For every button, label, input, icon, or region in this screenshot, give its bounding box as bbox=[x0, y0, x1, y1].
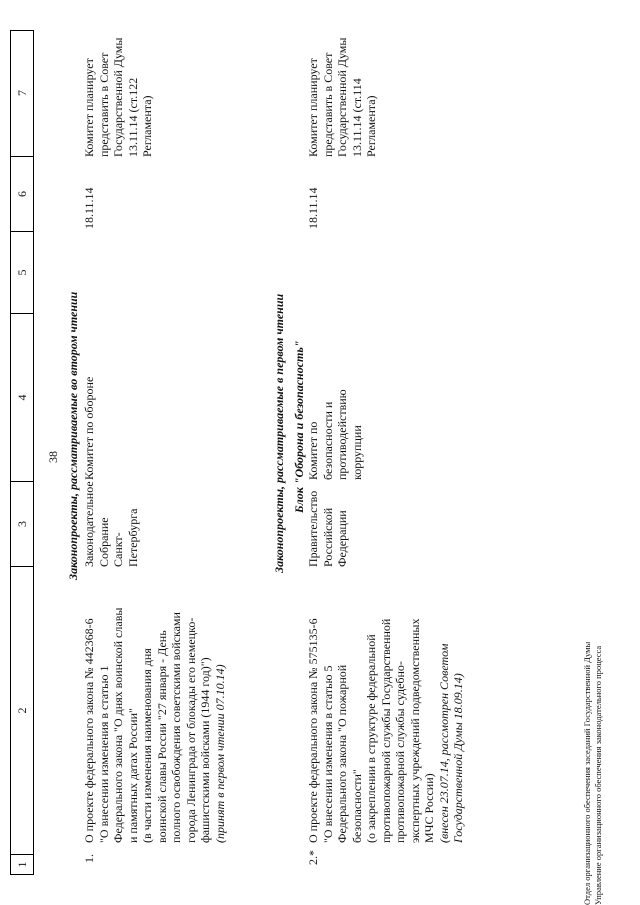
bill-status-note: (принят в первом чтении 07.10.14) bbox=[212, 664, 227, 843]
column-header-3: 3 bbox=[11, 482, 33, 567]
bill-title-line: (в части изменения наименования дня bbox=[140, 648, 154, 843]
block-heading: Блок "Оборона и безопасность" bbox=[292, 340, 306, 513]
column-header-7: 7 bbox=[11, 30, 33, 157]
bill-title-line: "О внесении изменения в статью 1 bbox=[96, 665, 111, 843]
column-header-1: 1 bbox=[11, 855, 33, 875]
column-header-2: 2 bbox=[11, 567, 33, 855]
remark: Комитет планирует представить в Совет Государственной Думы 13.11.14 (ст.122 Регламента) bbox=[82, 37, 154, 157]
consideration-date: 18.11.14 bbox=[306, 187, 320, 229]
bill-title-line: города Ленинграда от блокады его немецко- bbox=[183, 617, 198, 843]
bill-title-line: фашистскими войсками (1944 год)") bbox=[198, 657, 212, 843]
bill-title-line: О проекте федерального закона № 442368-6 bbox=[82, 618, 96, 843]
column-header-4: 4 bbox=[11, 314, 33, 482]
responsible-committee: Комитет по безопасности и противодействию коррупции bbox=[306, 389, 364, 480]
bill-title-line: "О внесении изменения в статью 5 bbox=[320, 665, 335, 843]
bill-title-line: (о закреплении в структуре федеральной bbox=[364, 634, 378, 843]
column-header-5: 5 bbox=[11, 232, 33, 314]
bill-title-line: Федерального закона "О днях воинской славы bbox=[111, 607, 125, 843]
column-header-6: 6 bbox=[11, 157, 33, 232]
bill-status-note: (внесен 23.07.14, рассмотрен Советом Государственной Думы 18.09.14) bbox=[436, 643, 465, 843]
column-header-row bbox=[10, 30, 34, 875]
bill-title-line: полного освобождения советскими войсками bbox=[169, 612, 183, 843]
bill-author: Правительство Российской Федерации bbox=[306, 490, 349, 567]
bill-title-line: О проекте федерального закона № 575135-6 bbox=[306, 618, 320, 843]
bill-title-line: Федерального закона "О пожарной bbox=[335, 664, 349, 843]
responsible-committee: Комитет по обороне bbox=[82, 376, 96, 480]
page-number: 38 bbox=[46, 451, 60, 463]
bill-title-line: МЧС России) bbox=[422, 773, 436, 843]
bill-title-line: и памятных датах России" bbox=[125, 708, 140, 843]
section-heading-second-reading: Законопроекты, рассматриваемые во втором чтении bbox=[66, 291, 80, 580]
row-number: 1. bbox=[82, 854, 96, 863]
bill-title-line: воинской славы России "27 января - День bbox=[154, 630, 169, 843]
bill-title bbox=[306, 573, 466, 843]
footer-line: Отдел организационного обеспечения заседаний Государственной Думы bbox=[582, 641, 592, 905]
bill-title-line: противопожарной службы Государственной bbox=[378, 618, 393, 843]
bill-title-line: противопожарной службы судебно- bbox=[393, 661, 407, 843]
bill-title-line: безопасности" bbox=[349, 769, 364, 843]
remark: Комитет планирует представить в Совет Государственной Думы 13.11.14 (ст.114 Регламента) bbox=[306, 37, 378, 157]
section-heading-first-reading: Законопроекты, рассматриваемые в первом чтении bbox=[272, 293, 286, 573]
consideration-date: 18.11.14 bbox=[82, 187, 96, 229]
footer-line: Управление организационного обеспечения законодательного процесса bbox=[593, 645, 603, 905]
bill-title bbox=[82, 573, 227, 843]
footer bbox=[582, 642, 604, 905]
bill-title-line: экспертных учреждений подведомственных bbox=[407, 618, 422, 843]
row-number: 2.* bbox=[306, 850, 320, 865]
bill-author: Законодательное Собрание Санкт-Петербурга bbox=[82, 481, 140, 567]
